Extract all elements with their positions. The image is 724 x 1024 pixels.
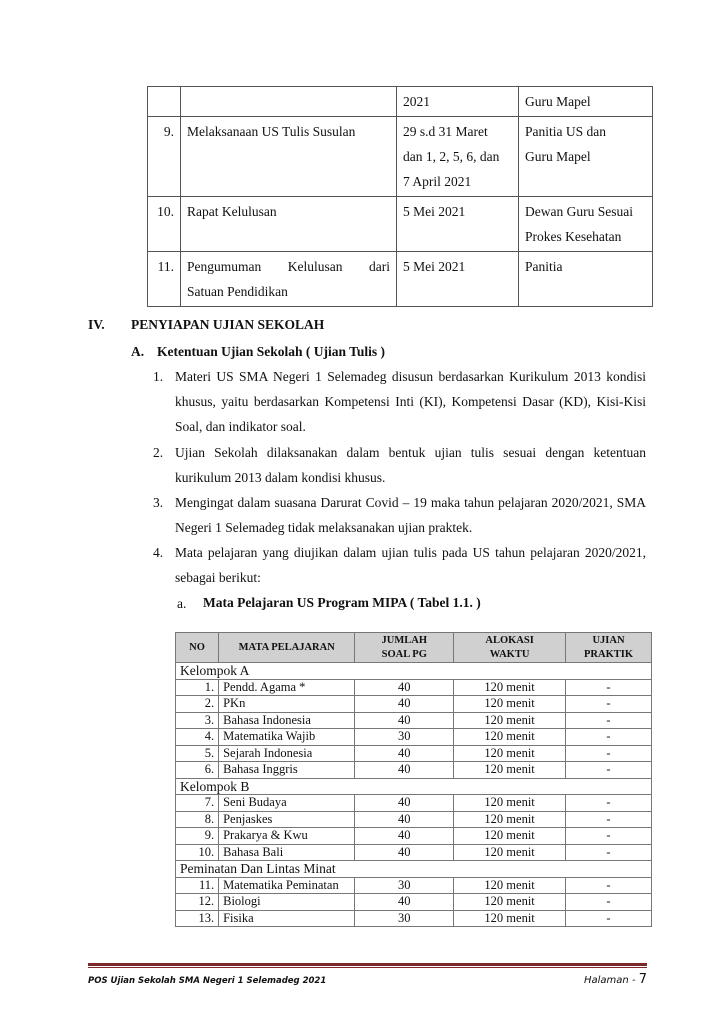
pic-line: Guru Mapel xyxy=(525,149,591,164)
activity-cell xyxy=(181,252,397,307)
date-cell xyxy=(397,117,519,197)
row-number: 4. xyxy=(176,729,219,746)
item-number: 3. xyxy=(153,495,164,510)
subsection-letter: A. xyxy=(131,344,145,359)
subject-cell: Bahasa Bali xyxy=(219,844,355,861)
activity-cell xyxy=(181,87,397,117)
table-row xyxy=(148,252,653,307)
subject-cell: Pendd. Agama * xyxy=(219,679,355,696)
subject-cell: PKn xyxy=(219,696,355,713)
item-text: Materi US SMA Negeri 1 Selemadeg disusun berdasarkan Kurikulum 2013 kondisi khusus, yaitu berdasarkan Kompetensi Inti (KI), Kompetensi Dasar (KD), Kisi-Kisi Soal, dan indikator soal. xyxy=(175,369,646,434)
praktik-cell: - xyxy=(566,894,652,911)
group-label: Kelompok B xyxy=(176,778,652,795)
pic-cell xyxy=(519,197,653,252)
activity-line: Pengumuman Kelulusan dari xyxy=(187,259,390,274)
item-number: 4. xyxy=(153,545,164,560)
activity-line: Satuan Pendidikan xyxy=(187,284,288,299)
table-row xyxy=(148,117,653,197)
table-row xyxy=(176,679,652,696)
soal-cell: 40 xyxy=(355,795,454,812)
table-row xyxy=(176,762,652,779)
page-label: Halaman - xyxy=(584,975,639,986)
pic-line: Dewan Guru Sesuai xyxy=(525,204,633,219)
waktu-cell: 120 menit xyxy=(454,762,566,779)
subject-cell: Matematika Peminatan xyxy=(219,877,355,894)
waktu-cell: 120 menit xyxy=(454,877,566,894)
sub-item-title: Mata Pelajaran US Program MIPA ( Tabel 1.1. ) xyxy=(203,595,481,610)
waktu-cell: 120 menit xyxy=(454,828,566,845)
table-header-row xyxy=(176,633,652,663)
item-text: Mengingat dalam suasana Darurat Covid – 19 maka tahun pelajaran 2020/2021, SMA Negeri 1 Selemadeg tidak melaksanakan ujian praktek. xyxy=(175,495,646,535)
activity-cell: Rapat Kelulusan xyxy=(181,197,397,252)
subject-cell: Bahasa Indonesia xyxy=(219,712,355,729)
table-row xyxy=(176,844,652,861)
row-number: 11. xyxy=(148,252,181,307)
row-number: 9. xyxy=(148,117,181,197)
row-number: 11. xyxy=(176,877,219,894)
item-number: 1. xyxy=(153,369,164,384)
row-number: 1. xyxy=(176,679,219,696)
subject-cell: Fisika xyxy=(219,910,355,927)
row-number: 5. xyxy=(176,745,219,762)
waktu-cell: 120 menit xyxy=(454,844,566,861)
row-number: 13. xyxy=(176,910,219,927)
praktik-cell: - xyxy=(566,828,652,845)
page-number: 7 xyxy=(638,972,648,987)
waktu-cell: 120 menit xyxy=(454,910,566,927)
praktik-cell: - xyxy=(566,910,652,927)
row-number: 9. xyxy=(176,828,219,845)
soal-cell: 40 xyxy=(355,894,454,911)
praktik-cell: - xyxy=(566,712,652,729)
pic-cell xyxy=(519,117,653,197)
table-row xyxy=(176,894,652,911)
waktu-cell: 120 menit xyxy=(454,729,566,746)
date-cell: 5 Mei 2021 xyxy=(397,197,519,252)
date-line: 7 April 2021 xyxy=(403,174,472,189)
pic-cell: Panitia xyxy=(519,252,653,307)
row-number: 7. xyxy=(176,795,219,812)
header-waktu: ALOKASI WAKTU xyxy=(454,633,566,663)
subject-cell: Matematika Wajib xyxy=(219,729,355,746)
waktu-cell: 120 menit xyxy=(454,894,566,911)
header-subject: MATA PELAJARAN xyxy=(219,633,355,663)
group-label: Kelompok A xyxy=(176,663,652,680)
pic-line: Prokes Kesehatan xyxy=(525,229,622,244)
row-number: 10. xyxy=(148,197,181,252)
soal-cell: 40 xyxy=(355,828,454,845)
praktik-cell: - xyxy=(566,877,652,894)
soal-cell: 40 xyxy=(355,696,454,713)
soal-cell: 30 xyxy=(355,729,454,746)
table-row xyxy=(148,87,653,117)
praktik-cell: - xyxy=(566,811,652,828)
date-cell: 2021 xyxy=(397,87,519,117)
praktik-cell: - xyxy=(566,729,652,746)
waktu-cell: 120 menit xyxy=(454,712,566,729)
date-line: 29 s.d 31 Maret xyxy=(403,124,488,139)
row-number: 6. xyxy=(176,762,219,779)
soal-cell: 40 xyxy=(355,712,454,729)
soal-cell: 40 xyxy=(355,811,454,828)
praktik-cell: - xyxy=(566,844,652,861)
praktik-cell: - xyxy=(566,745,652,762)
waktu-cell: 120 menit xyxy=(454,745,566,762)
item-text: Mata pelajaran yang diujikan dalam ujian tulis pada US tahun pelajaran 2020/2021, sebagai berikut: xyxy=(175,545,646,585)
table-row xyxy=(176,811,652,828)
row-number: 12. xyxy=(176,894,219,911)
subsection-title: Ketentuan Ujian Sekolah ( Ujian Tulis ) xyxy=(157,344,386,359)
section-title: PENYIAPAN UJIAN SEKOLAH xyxy=(131,317,325,332)
subject-cell: Penjaskes xyxy=(219,811,355,828)
soal-cell: 40 xyxy=(355,745,454,762)
soal-cell: 40 xyxy=(355,844,454,861)
header-soal: JUMLAH SOAL PG xyxy=(355,633,454,663)
soal-cell: 40 xyxy=(355,762,454,779)
row-number: 2. xyxy=(176,696,219,713)
table-row xyxy=(176,910,652,927)
subject-cell: Biologi xyxy=(219,894,355,911)
item-text: Ujian Sekolah dilaksanakan dalam bentuk ujian tulis sesuai dengan ketentuan kurikulum 2013 dalam kondisi khusus. xyxy=(175,445,646,485)
waktu-cell: 120 menit xyxy=(454,795,566,812)
group-row xyxy=(176,663,652,680)
subject-cell: Sejarah Indonesia xyxy=(219,745,355,762)
mipa-table-body xyxy=(176,663,652,927)
waktu-cell: 120 menit xyxy=(454,811,566,828)
row-number: 3. xyxy=(176,712,219,729)
group-label: Peminatan Dan Lintas Minat xyxy=(176,861,652,878)
date-line: dan 1, 2, 5, 6, dan xyxy=(403,149,500,164)
footer-rule-thin xyxy=(88,967,647,968)
group-row xyxy=(176,778,652,795)
table-row xyxy=(176,729,652,746)
activity-cell: Melaksanaan US Tulis Susulan xyxy=(181,117,397,197)
praktik-cell: - xyxy=(566,679,652,696)
pic-cell: Guru Mapel xyxy=(519,87,653,117)
table-row xyxy=(176,696,652,713)
soal-cell: 30 xyxy=(355,877,454,894)
row-number xyxy=(148,87,181,117)
soal-cell: 30 xyxy=(355,910,454,927)
praktik-cell: - xyxy=(566,795,652,812)
sub-item-letter: a. xyxy=(177,596,187,611)
pic-line: Panitia US dan xyxy=(525,124,606,139)
row-number: 10. xyxy=(176,844,219,861)
table-row xyxy=(176,828,652,845)
subject-cell: Prakarya & Kwu xyxy=(219,828,355,845)
group-row xyxy=(176,861,652,878)
mipa-table xyxy=(175,632,652,927)
footer-page xyxy=(584,972,647,987)
item-number: 2. xyxy=(153,445,164,460)
table-row xyxy=(148,197,653,252)
schedule-table xyxy=(147,86,653,307)
praktik-cell: - xyxy=(566,762,652,779)
header-no: NO xyxy=(176,633,219,663)
subject-cell: Seni Budaya xyxy=(219,795,355,812)
waktu-cell: 120 menit xyxy=(454,696,566,713)
subject-cell: Bahasa Inggris xyxy=(219,762,355,779)
praktik-cell: - xyxy=(566,696,652,713)
section-number: IV. xyxy=(88,317,105,332)
header-praktik: UJIAN PRAKTIK xyxy=(566,633,652,663)
date-cell: 5 Mei 2021 xyxy=(397,252,519,307)
table-row xyxy=(176,745,652,762)
table-row xyxy=(176,877,652,894)
table-row xyxy=(176,795,652,812)
footer-rule xyxy=(88,963,647,966)
soal-cell: 40 xyxy=(355,679,454,696)
row-number: 8. xyxy=(176,811,219,828)
table-row xyxy=(176,712,652,729)
footer-document-title: POS Ujian Sekolah SMA Negeri 1 Selemadeg 2021 xyxy=(88,976,327,986)
waktu-cell: 120 menit xyxy=(454,679,566,696)
